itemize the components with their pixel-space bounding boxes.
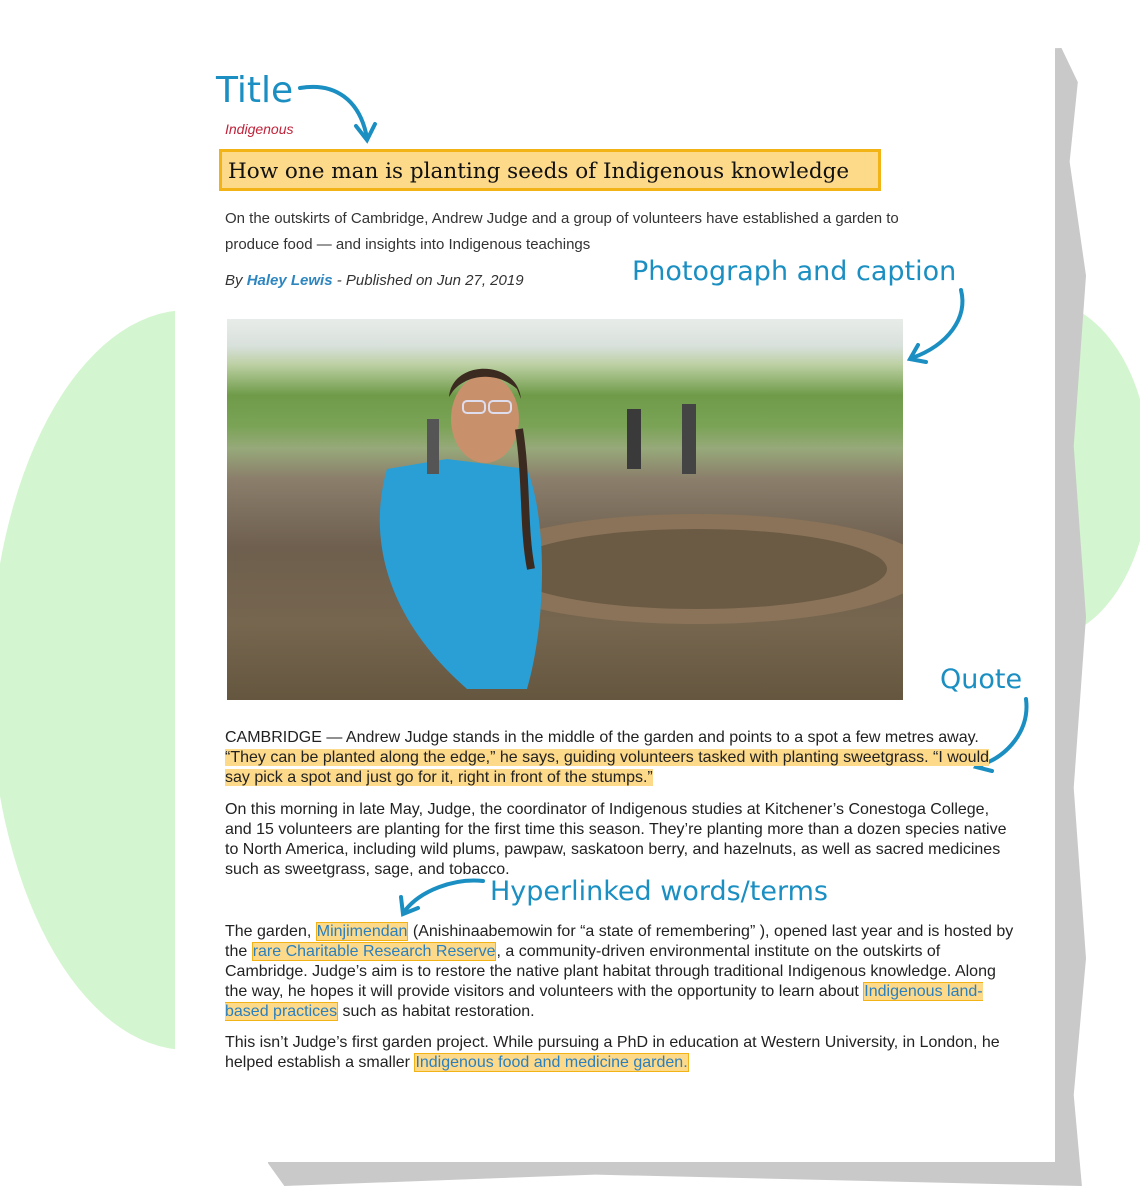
publish-date: - Published on Jun 27, 2019 xyxy=(336,272,524,289)
article-headline: How one man is planting seeds of Indigenous knowledge xyxy=(219,149,881,191)
link-land-based-practices[interactable]: Indigenous land-based practices xyxy=(225,983,983,1020)
link-minjimendan[interactable]: Minjimendan xyxy=(316,923,408,940)
paragraph-3 xyxy=(225,922,1015,1022)
article-photo xyxy=(227,319,903,700)
volunteer-2 xyxy=(682,404,696,474)
category-label[interactable]: Indigenous xyxy=(225,121,294,137)
paragraph-1 xyxy=(225,728,1015,788)
garden-bed-inner xyxy=(507,529,887,609)
paragraph-1-text: CAMBRIDGE — Andrew Judge stands in the middle of the garden and points to a spot a few metres away. xyxy=(225,729,979,746)
garden-photo-illustration xyxy=(227,319,903,700)
callout-hyperlinks: Hyperlinked words/terms xyxy=(490,876,828,907)
link-food-medicine-garden[interactable]: Indigenous food and medicine garden. xyxy=(415,1054,688,1071)
callout-photograph: Photograph and caption xyxy=(632,256,957,287)
article-dek: On the outskirts of Cambridge, Andrew Judge and a group of volunteers have established a garden to produce food — and insights into Indigenous teachings xyxy=(225,210,899,253)
author-link[interactable]: Haley Lewis xyxy=(246,272,333,289)
highlighted-quote: “They can be planted along the edge,” he says, guiding volunteers tasked with planting sweetgrass. “I would say pick a spot and just go for it, right in front of the stumps.” xyxy=(225,749,990,786)
person-jacket xyxy=(380,459,542,689)
callout-quote: Quote xyxy=(940,664,1023,695)
person-face xyxy=(451,375,519,463)
paragraph-3-text-d: such as habitat restoration. xyxy=(338,1003,535,1020)
photo-arrow-icon xyxy=(912,290,962,358)
callout-title: Title xyxy=(216,70,294,111)
volunteer-3 xyxy=(427,419,439,474)
volunteer-1 xyxy=(627,409,641,469)
byline-prefix: By xyxy=(225,272,243,289)
paragraph-4-text: This isn’t Judge’s first garden project. While pursuing a PhD in education at Western University, in London, he helped establish a smaller xyxy=(225,1034,1000,1071)
paragraph-4 xyxy=(225,1033,1015,1073)
paragraph-3-text-c: , a community-driven environmental institute on the outskirts of Cambridge. Judge’s aim is to restore the native plant habitat through traditional Indigenous knowledge. Along the way, he hopes it will provide visitors and volunteers with the opportunity to learn about xyxy=(225,943,996,1000)
paragraph-2: On this morning in late May, Judge, the coordinator of Indigenous studies at Kitchener’s Conestoga College, and 15 volunteers are planting for the first time this season. They’re planting more than a dozen species native to North America, including wild plums, pawpaw, saskatoon berry, and hazelnuts, as well as sacred medicines such as sweetgrass, sage, and tobacco. xyxy=(225,801,1007,878)
paragraph-3-text-a: The garden, xyxy=(225,923,316,940)
byline xyxy=(225,272,524,289)
paragraph-3-text-b: (Anishinaabemowin for “a state of remembering” ), opened last year and is hosted by the xyxy=(225,923,1014,960)
link-rare-reserve[interactable]: rare Charitable Research Reserve xyxy=(252,943,496,960)
